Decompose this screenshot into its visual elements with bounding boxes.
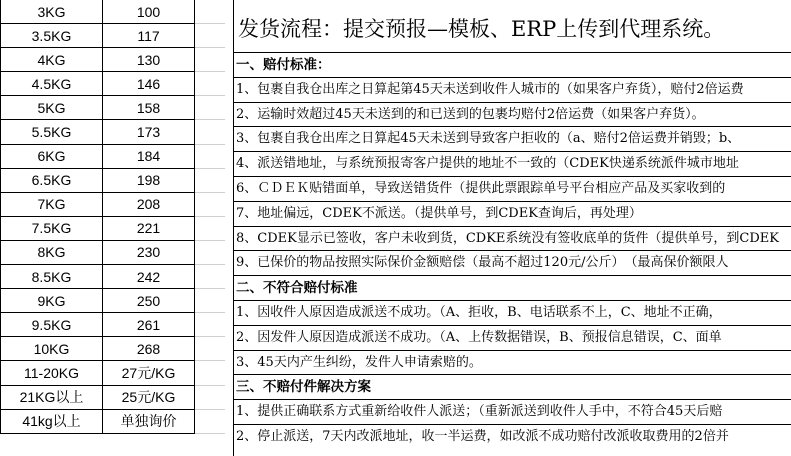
empty-cell[interactable] — [195, 361, 226, 385]
note-row[interactable]: 2、停止派送，7天内改派地址，收一半运费，如改派不成功赔付改派收取费用的2倍并 — [236, 428, 729, 444]
empty-cell[interactable] — [195, 240, 226, 264]
note-row[interactable]: 2、因发件人原因造成派送不成功。（A、上传数据错误，B、预报信息错误，C、面单 — [234, 326, 791, 351]
weight-cell[interactable]: 6KG — [1, 144, 103, 168]
weight-cell[interactable]: 9KG — [1, 289, 103, 313]
note-row[interactable]: 8、CDEK显示已签收，客户未收到货，CDKE系统没有签收底单的货件（提供单号，到CDEK — [234, 227, 791, 252]
weight-cell[interactable]: 8.5KG — [1, 265, 103, 289]
weight-cell[interactable]: 4KG — [1, 48, 103, 72]
rate-row — [1, 337, 226, 361]
price-cell[interactable]: 146 — [103, 72, 195, 96]
note-row[interactable]: 7、地址偏远，CDEK不派送。（提供单号，到CDEK查询后，再处理） — [234, 202, 791, 227]
note-row[interactable]: 3、包裹自我仓出库之日算起45天未送到导致客户拒收的（a、赔付2倍运费并销毁；b、 — [234, 127, 791, 152]
price-cell[interactable]: 230 — [103, 240, 195, 264]
weight-cell[interactable]: 21KG以上 — [1, 385, 103, 409]
rate-row — [1, 216, 226, 240]
page-title: 发货流程：提交预报—模板、ERP上传到代理系统。 — [234, 0, 791, 53]
note-row[interactable]: 4、派送错地址，与系统预报寄客户提供的地址不一致的（CDEK快递系统派件城市地址 — [234, 152, 791, 177]
weight-cell[interactable]: 7.5KG — [1, 216, 103, 240]
weight-cell[interactable]: 10KG — [1, 337, 103, 361]
price-cell[interactable]: 208 — [103, 192, 195, 216]
rate-row — [1, 409, 226, 433]
note-row[interactable]: 2、运输时效超过45天未送到的和已送到的包裹均赔付2倍运费（如果客户弃货）。 — [234, 103, 791, 128]
rate-row — [1, 120, 226, 144]
note-row[interactable]: 1、包裹自我仓出库之日算起第45天未送到收件人城市的（如果客户弃货），赔付2倍运费 — [234, 78, 791, 103]
price-cell[interactable]: 100 — [103, 0, 195, 24]
price-cell[interactable]: 221 — [103, 216, 195, 240]
weight-cell[interactable]: 3KG — [1, 0, 103, 24]
empty-cell[interactable] — [195, 96, 226, 120]
price-cell[interactable]: 25元/KG — [103, 385, 195, 409]
price-cell[interactable]: 单独询价 — [103, 409, 195, 433]
price-cell[interactable]: 173 — [103, 120, 195, 144]
empty-cell[interactable] — [195, 289, 226, 313]
price-cell[interactable]: 268 — [103, 337, 195, 361]
empty-cell[interactable] — [195, 168, 226, 192]
note-row[interactable]: 3、45天内产生纠纷，发件人申请索赔的。 — [234, 351, 791, 376]
rate-row — [1, 96, 226, 120]
rate-row — [1, 0, 226, 24]
price-cell[interactable]: 117 — [103, 24, 195, 48]
rate-row — [1, 313, 226, 337]
empty-cell[interactable] — [195, 72, 226, 96]
rate-row — [1, 168, 226, 192]
rate-row — [1, 24, 226, 48]
rate-row — [1, 192, 226, 216]
section-heading[interactable]: 一、赔付标准： — [234, 53, 791, 78]
empty-cell[interactable] — [195, 24, 226, 48]
price-cell[interactable]: 130 — [103, 48, 195, 72]
empty-cell[interactable] — [195, 265, 226, 289]
empty-cell[interactable] — [195, 337, 226, 361]
rate-row — [1, 361, 226, 385]
empty-cell[interactable] — [195, 313, 226, 337]
section-heading[interactable]: 三、不赔付件解决方案 — [234, 375, 791, 400]
rate-row — [1, 72, 226, 96]
rate-row — [1, 48, 226, 72]
empty-cell[interactable] — [195, 0, 226, 24]
note-row[interactable]: 9、已保价的物品按照实际保价金额赔偿（最高不超过120元/公斤） （最高保价额限人 — [234, 251, 791, 276]
rate-row — [1, 289, 226, 313]
empty-cell[interactable] — [195, 409, 226, 433]
section-heading[interactable]: 二、不符合赔付标准 — [234, 276, 791, 301]
weight-cell[interactable]: 5.5KG — [1, 120, 103, 144]
weight-cell[interactable]: 8KG — [1, 240, 103, 264]
weight-cell[interactable]: 5KG — [1, 96, 103, 120]
weight-cell[interactable]: 4.5KG — [1, 72, 103, 96]
weight-cell[interactable]: 11-20KG — [1, 361, 103, 385]
weight-cell[interactable]: 3.5KG — [1, 24, 103, 48]
weight-cell[interactable]: 7KG — [1, 192, 103, 216]
empty-cell[interactable] — [195, 192, 226, 216]
rate-row — [1, 240, 226, 264]
weight-cell[interactable]: 41kg以上 — [1, 409, 103, 433]
price-cell[interactable]: 250 — [103, 289, 195, 313]
weight-cell[interactable]: 6.5KG — [1, 168, 103, 192]
empty-cell[interactable] — [195, 120, 226, 144]
price-cell[interactable]: 198 — [103, 168, 195, 192]
price-cell[interactable]: 27元/KG — [103, 361, 195, 385]
price-cell[interactable]: 242 — [103, 265, 195, 289]
note-row[interactable]: 1、因收件人原因造成派送不成功。（A、拒收，B、电话联系不上，C、地址不正确， — [234, 301, 791, 326]
rate-row — [1, 385, 226, 409]
price-cell[interactable]: 158 — [103, 96, 195, 120]
rate-row — [1, 144, 226, 168]
note-row[interactable]: 6、ＣＤＥＫ贴错面单，导致送错货件（提供此票跟踪单号平台相应产品及买家收到的 — [234, 177, 791, 202]
weight-cell[interactable]: 9.5KG — [1, 313, 103, 337]
price-cell[interactable]: 261 — [103, 313, 195, 337]
empty-cell[interactable] — [195, 48, 226, 72]
empty-cell[interactable] — [195, 216, 226, 240]
rate-row — [1, 265, 226, 289]
empty-cell[interactable] — [195, 144, 226, 168]
price-cell[interactable]: 184 — [103, 144, 195, 168]
shipping-notes-table — [233, 0, 791, 456]
empty-cell[interactable] — [195, 385, 226, 409]
note-row[interactable]: 1、提供正确联系方式重新给收件人派送；（重新派送到收件人手中，不符合45天后赔 — [234, 400, 791, 425]
weight-price-table — [0, 0, 225, 434]
